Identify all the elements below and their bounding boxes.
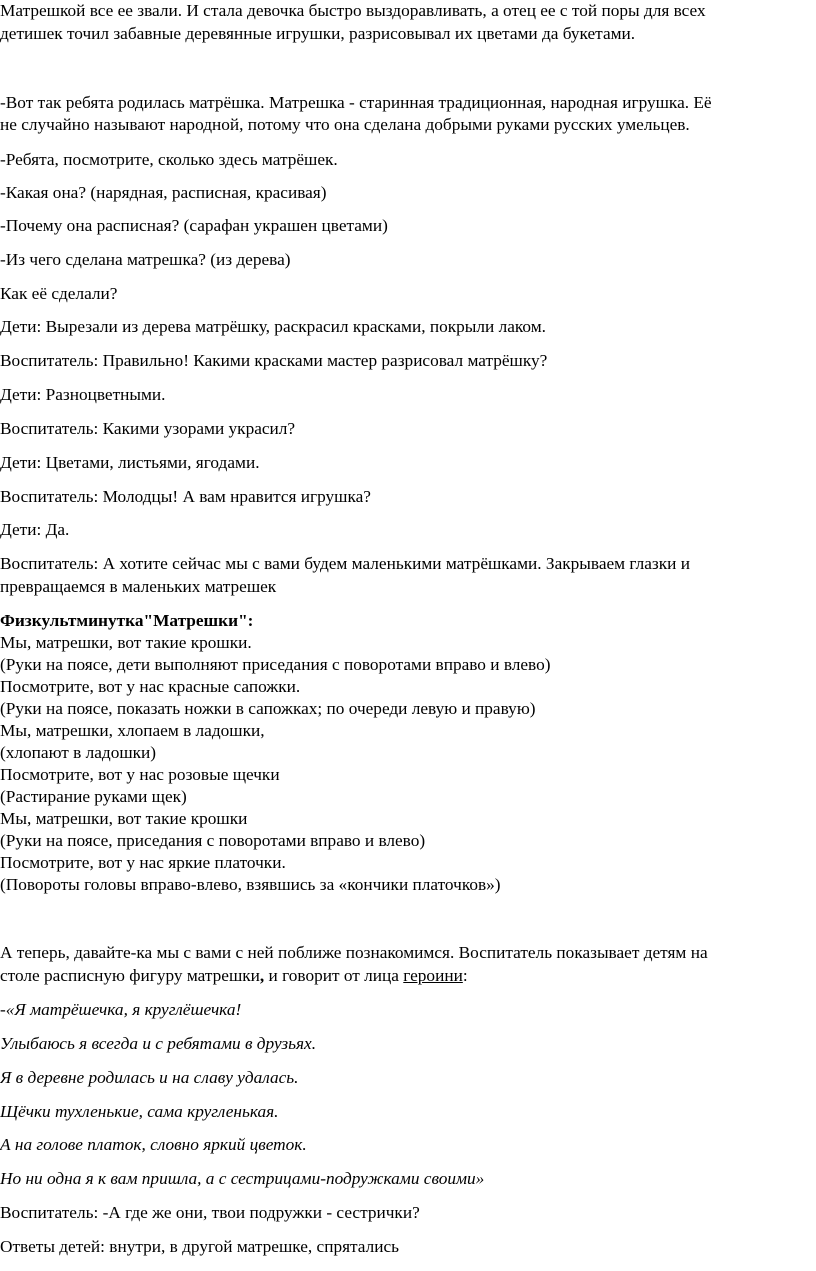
intro-text: и говорит от лица <box>264 966 404 985</box>
paragraph-line: Дети: Цветами, листьями, ягодами. <box>0 453 260 472</box>
poem-line: Щёчки тухленькие, сама кругленькая. <box>0 1102 279 1121</box>
exercise-line: Посмотрите, вот у нас яркие платочки. <box>0 853 286 872</box>
heroine-link[interactable]: героини <box>403 966 463 985</box>
poem-line: Улыбаюсь я всегда и с ребятами в друзьях. <box>0 1034 317 1053</box>
exercise-line: Мы, матрешки, вот такие крошки <box>0 809 248 828</box>
poem-line: Я в деревне родилась и на славу удалась. <box>0 1068 299 1087</box>
intro-text: столе расписную фигуру матрешки <box>0 966 260 985</box>
paragraph-line: -Почему она расписная? (сарафан украшен цветами) <box>0 216 388 235</box>
paragraph-line: Воспитатель: Какими узорами украсил? <box>0 419 296 438</box>
exercise-line: (Растирание руками щек) <box>0 787 187 806</box>
paragraph-line: -Вот так ребята родилась матрёшка. Матрешка - старинная традиционная, народная игрушка. Её <box>0 93 712 112</box>
paragraph-line: Как её сделали? <box>0 284 118 303</box>
poem-dash: - <box>0 1000 6 1019</box>
paragraph-line: -Какая она? (нарядная, расписная, красивая) <box>0 183 327 202</box>
paragraph-line: Воспитатель: -А где же они, твои подружки - сестрички? <box>0 1203 420 1222</box>
exercise-line: (хлопают в ладошки) <box>0 743 157 762</box>
exercise-title: Физкультминутка"Матрешки": <box>0 611 254 630</box>
exercise-line: Посмотрите, вот у нас розовые щечки <box>0 765 280 784</box>
poem-line <box>0 999 241 1021</box>
intro-comma: , <box>259 966 265 985</box>
exercise-line: (Руки на поясе, приседания с поворотами вправо и влево) <box>0 831 426 850</box>
exercise-line: (Руки на поясе, показать ножки в сапожках; по очереди левую и правую) <box>0 699 536 718</box>
paragraph-line: не случайно называют народной, потому что она сделана добрыми руками русских умельцев. <box>0 115 690 134</box>
exercise-line: (Повороты головы вправо-влево, взявшись за «кончики платочков») <box>0 875 501 894</box>
exercise-line: Мы, матрешки, вот такие крошки. <box>0 633 252 652</box>
paragraph-line: Дети: Да. <box>0 520 70 539</box>
paragraph-line: Ответы детей: внутри, в другой матрешке, спрятались <box>0 1237 400 1256</box>
paragraph-line: Воспитатель: Правильно! Какими красками мастер разрисовал матрёшку? <box>0 351 548 370</box>
paragraph-line <box>0 965 468 987</box>
paragraph-line: А теперь, давайте-ка мы с вами с ней поближе познакомимся. Воспитатель показывает детям на <box>0 943 708 962</box>
paragraph-line: превращаемся в маленьких матрешек <box>0 577 277 596</box>
paragraph-line: Матрешкой все ее звали. И стала девочка быстро выздоравливать, а отец ее с той поры для всех <box>0 1 706 20</box>
exercise-line: (Руки на поясе, дети выполняют приседания с поворотами вправо и влево) <box>0 655 551 674</box>
poem-line: А на голове платок, словно яркий цветок. <box>0 1135 307 1154</box>
exercise-line: Мы, матрешки, хлопаем в ладошки, <box>0 721 265 740</box>
paragraph-line: -Ребята, посмотрите, сколько здесь матрёшек. <box>0 150 338 169</box>
paragraph-line: Дети: Разноцветными. <box>0 385 166 404</box>
paragraph-line: Дети: Вырезали из дерева матрёшку, раскрасил красками, покрыли лаком. <box>0 317 546 336</box>
intro-colon: : <box>462 966 468 985</box>
paragraph-line: детишек точил забавные деревянные игрушки, разрисовывал их цветами да букетами. <box>0 24 636 43</box>
poem-line: Но ни одна я к вам пришла, а с сестрицами-подружками своими» <box>0 1169 485 1188</box>
poem-text: «Я матрёшечка, я круглёшечка! <box>5 1000 242 1019</box>
paragraph-line: -Из чего сделана матрешка? (из дерева) <box>0 250 291 269</box>
paragraph-line: Воспитатель: А хотите сейчас мы с вами будем маленькими матрёшками. Закрываем глазки и <box>0 554 690 573</box>
exercise-line: Посмотрите, вот у нас красные сапожки. <box>0 677 301 696</box>
paragraph-line: Воспитатель: Молодцы! А вам нравится игрушка? <box>0 487 371 506</box>
